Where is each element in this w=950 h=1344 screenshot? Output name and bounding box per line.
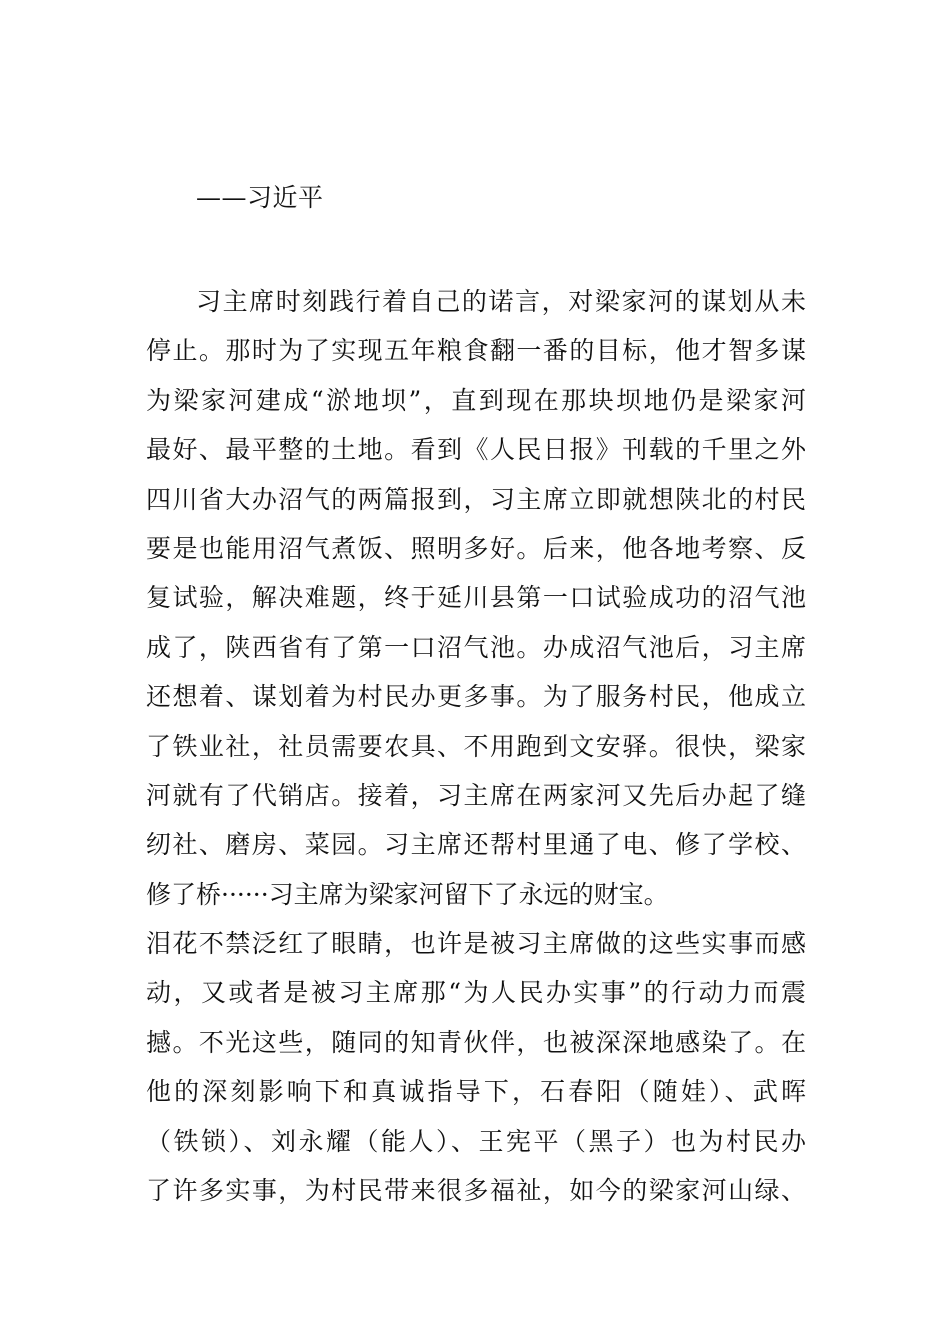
paragraph-line: 复试验，解决难题，终于延川县第一口试验成功的沼气池 — [146, 583, 806, 613]
paragraph-line: 四川省大办沼气的两篇报到，习主席立即就想陕北的村民 — [146, 484, 806, 514]
paragraph-line: 习主席时刻践行着自己的诺言，对梁家河的谋划从未 — [196, 287, 806, 316]
paragraph-line: 了铁业社，社员需要农具、不用跑到文安驿。很快，梁家 — [146, 731, 806, 761]
body-paragraph — [146, 277, 806, 1215]
paragraph-line: 撼。不光这些，随同的知青伙伴，也被深深地感染了。在 — [146, 1027, 806, 1057]
paragraph-line: 动，又或者是被习主席那“为人民办实事”的行动力而震 — [146, 978, 806, 1008]
paragraph-line: 纫社、磨房、菜园。习主席还帮村里通了电、修了学校、 — [146, 830, 806, 860]
paragraph-line: 停止。那时为了实现五年粮食翻一番的目标，他才智多谋 — [146, 336, 806, 366]
quote-attribution: ——习近平 — [196, 183, 324, 212]
paragraph-line: 最好、最平整的土地。看到《人民日报》刊载的千里之外 — [146, 435, 806, 465]
paragraph-line: 还想着、谋划着为村民办更多事。为了服务村民，他成立 — [146, 682, 806, 712]
paragraph-line: 河就有了代销店。接着，习主席在两家河又先后办起了缝 — [146, 780, 806, 810]
paragraph-line: （铁锁）、刘永耀（能人）、王宪平（黑子）也为村民办 — [146, 1126, 806, 1156]
paragraph-line: 修了桥······习主席为梁家河留下了永远的财宝。 — [146, 879, 669, 909]
paragraph-line: 要是也能用沼气煮饭、照明多好。后来，他各地考察、反 — [146, 533, 806, 563]
paragraph-line: 泪花不禁泛红了眼睛，也许是被习主席做的这些实事而感 — [146, 929, 806, 959]
paragraph-line: 了许多实事，为村民带来很多福祉，如今的梁家河山绿、 — [146, 1176, 806, 1206]
paragraph-line: 为梁家河建成“淤地坝”，直到现在那块坝地仍是梁家河 — [146, 385, 806, 415]
paragraph-line: 成了，陕西省有了第一口沼气池。办成沼气池后，习主席 — [146, 632, 806, 662]
paragraph-line: 他的深刻影响下和真诚指导下，石春阳（随娃）、武晖 — [146, 1077, 806, 1107]
